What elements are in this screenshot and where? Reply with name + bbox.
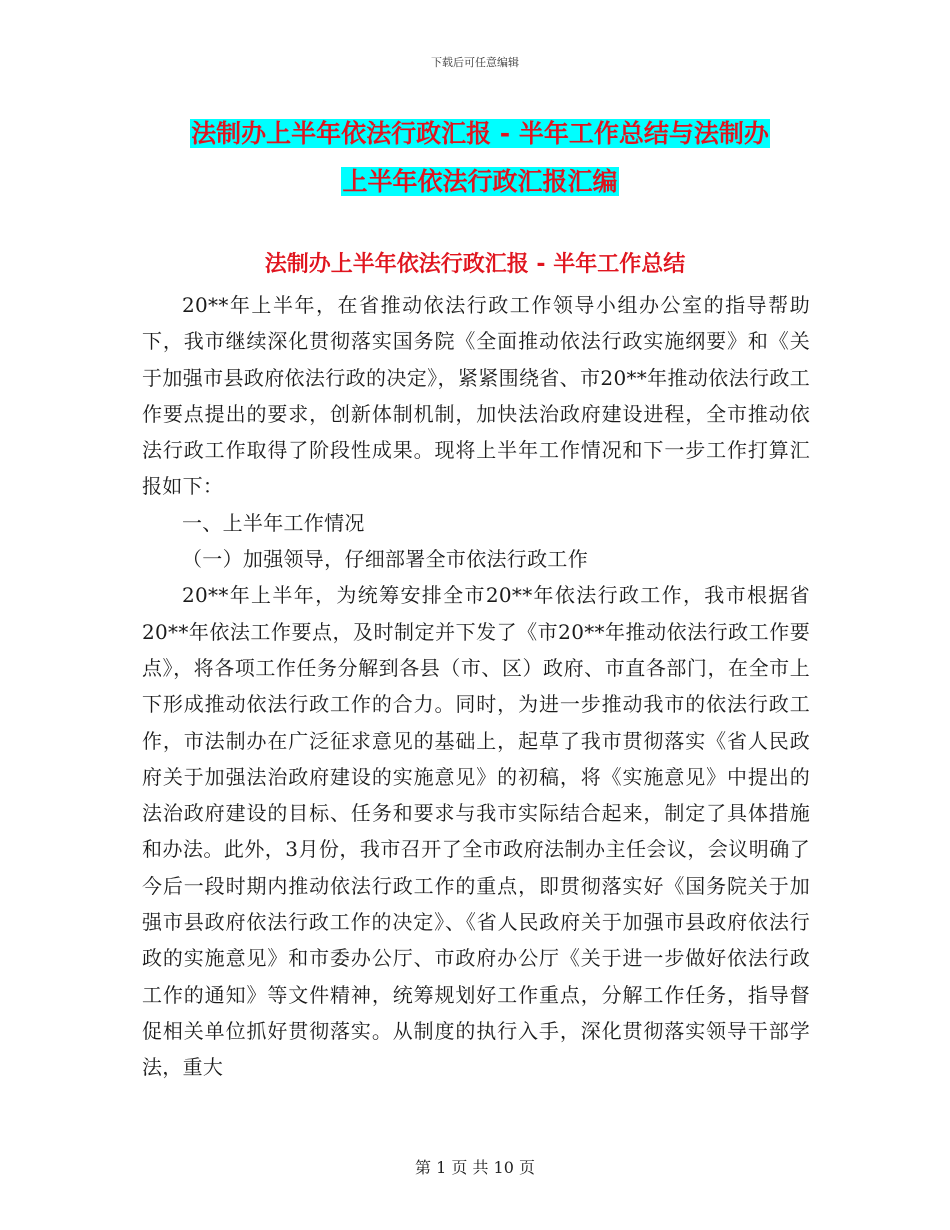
paragraph-body: 20**年上半年，为统筹安排全市20**年依法行政工作，我市根据省20**年依法工作要点，及时制定并下发了《市20**年推动依法行政工作要点》，将各项工作任务分解到各县（市、区）政府、市直各部门，在全市上下形成推动依法行政工作的合力。同时，为进一步推动我市的依法行政工作，市法制办在广泛征求意见的基础上，起草了我市贯彻落实《省人民政府关于加强法治政府建设的实施意见》的初稿，将《实施意见》中提出的法治政府建设的目标、任务和要求与我市实际结合起来，制定了具体措施和办法。此外，3月份，我市召开了全市政府法制办主任会议，会议明确了今后一段时期内推动依法行政工作的重点，即贯彻落实好《国务院关于加强市县政府依法行政工作的决定》、《省人民政府关于加强市县政府依法行政的实施意见》和市委办公厅、市政府办公厅《关于进一步做好依法行政工作的通知》等文件精神，统筹规划好工作重点，分解工作任务，指导督促相关单位抓好贯彻落实。从制度的执行入手，深化贯彻落实领导干部学法，重大 xyxy=(142,583,810,1080)
section-title: 法制办上半年依法行政汇报 - 半年工作总结 xyxy=(264,252,686,277)
document-title xyxy=(140,110,820,206)
header-note: 下载后可任意编辑 xyxy=(431,56,519,69)
title-line-1: 法制办上半年依法行政汇报 - 半年工作总结与法制办 xyxy=(191,119,769,148)
page-footer: 第 1 页 共 10 页 xyxy=(415,1158,535,1177)
heading-level-1: 一、上半年工作情况 xyxy=(182,510,365,535)
title-line-2: 上半年依法行政汇报汇编 xyxy=(342,167,618,196)
paragraph-intro: 20**年上半年，在省推动依法行政工作领导小组办公室的指导帮助下，我市继续深化贯彻落实国务院《全面推动依法行政实施纲要》和《关于加强市县政府依法行政的决定》，紧紧围绕省、市20**年推动依法行政工作要点提出的要求，创新体制机制，加快法治政府建设进程，全市推动依法行政工作取得了阶段性成果。现将上半年工作情况和下一步工作打算汇报如下： xyxy=(142,293,810,499)
heading-level-2: （一）加强领导，仔细部署全市依法行政工作 xyxy=(182,547,588,572)
document-body xyxy=(142,287,810,1086)
